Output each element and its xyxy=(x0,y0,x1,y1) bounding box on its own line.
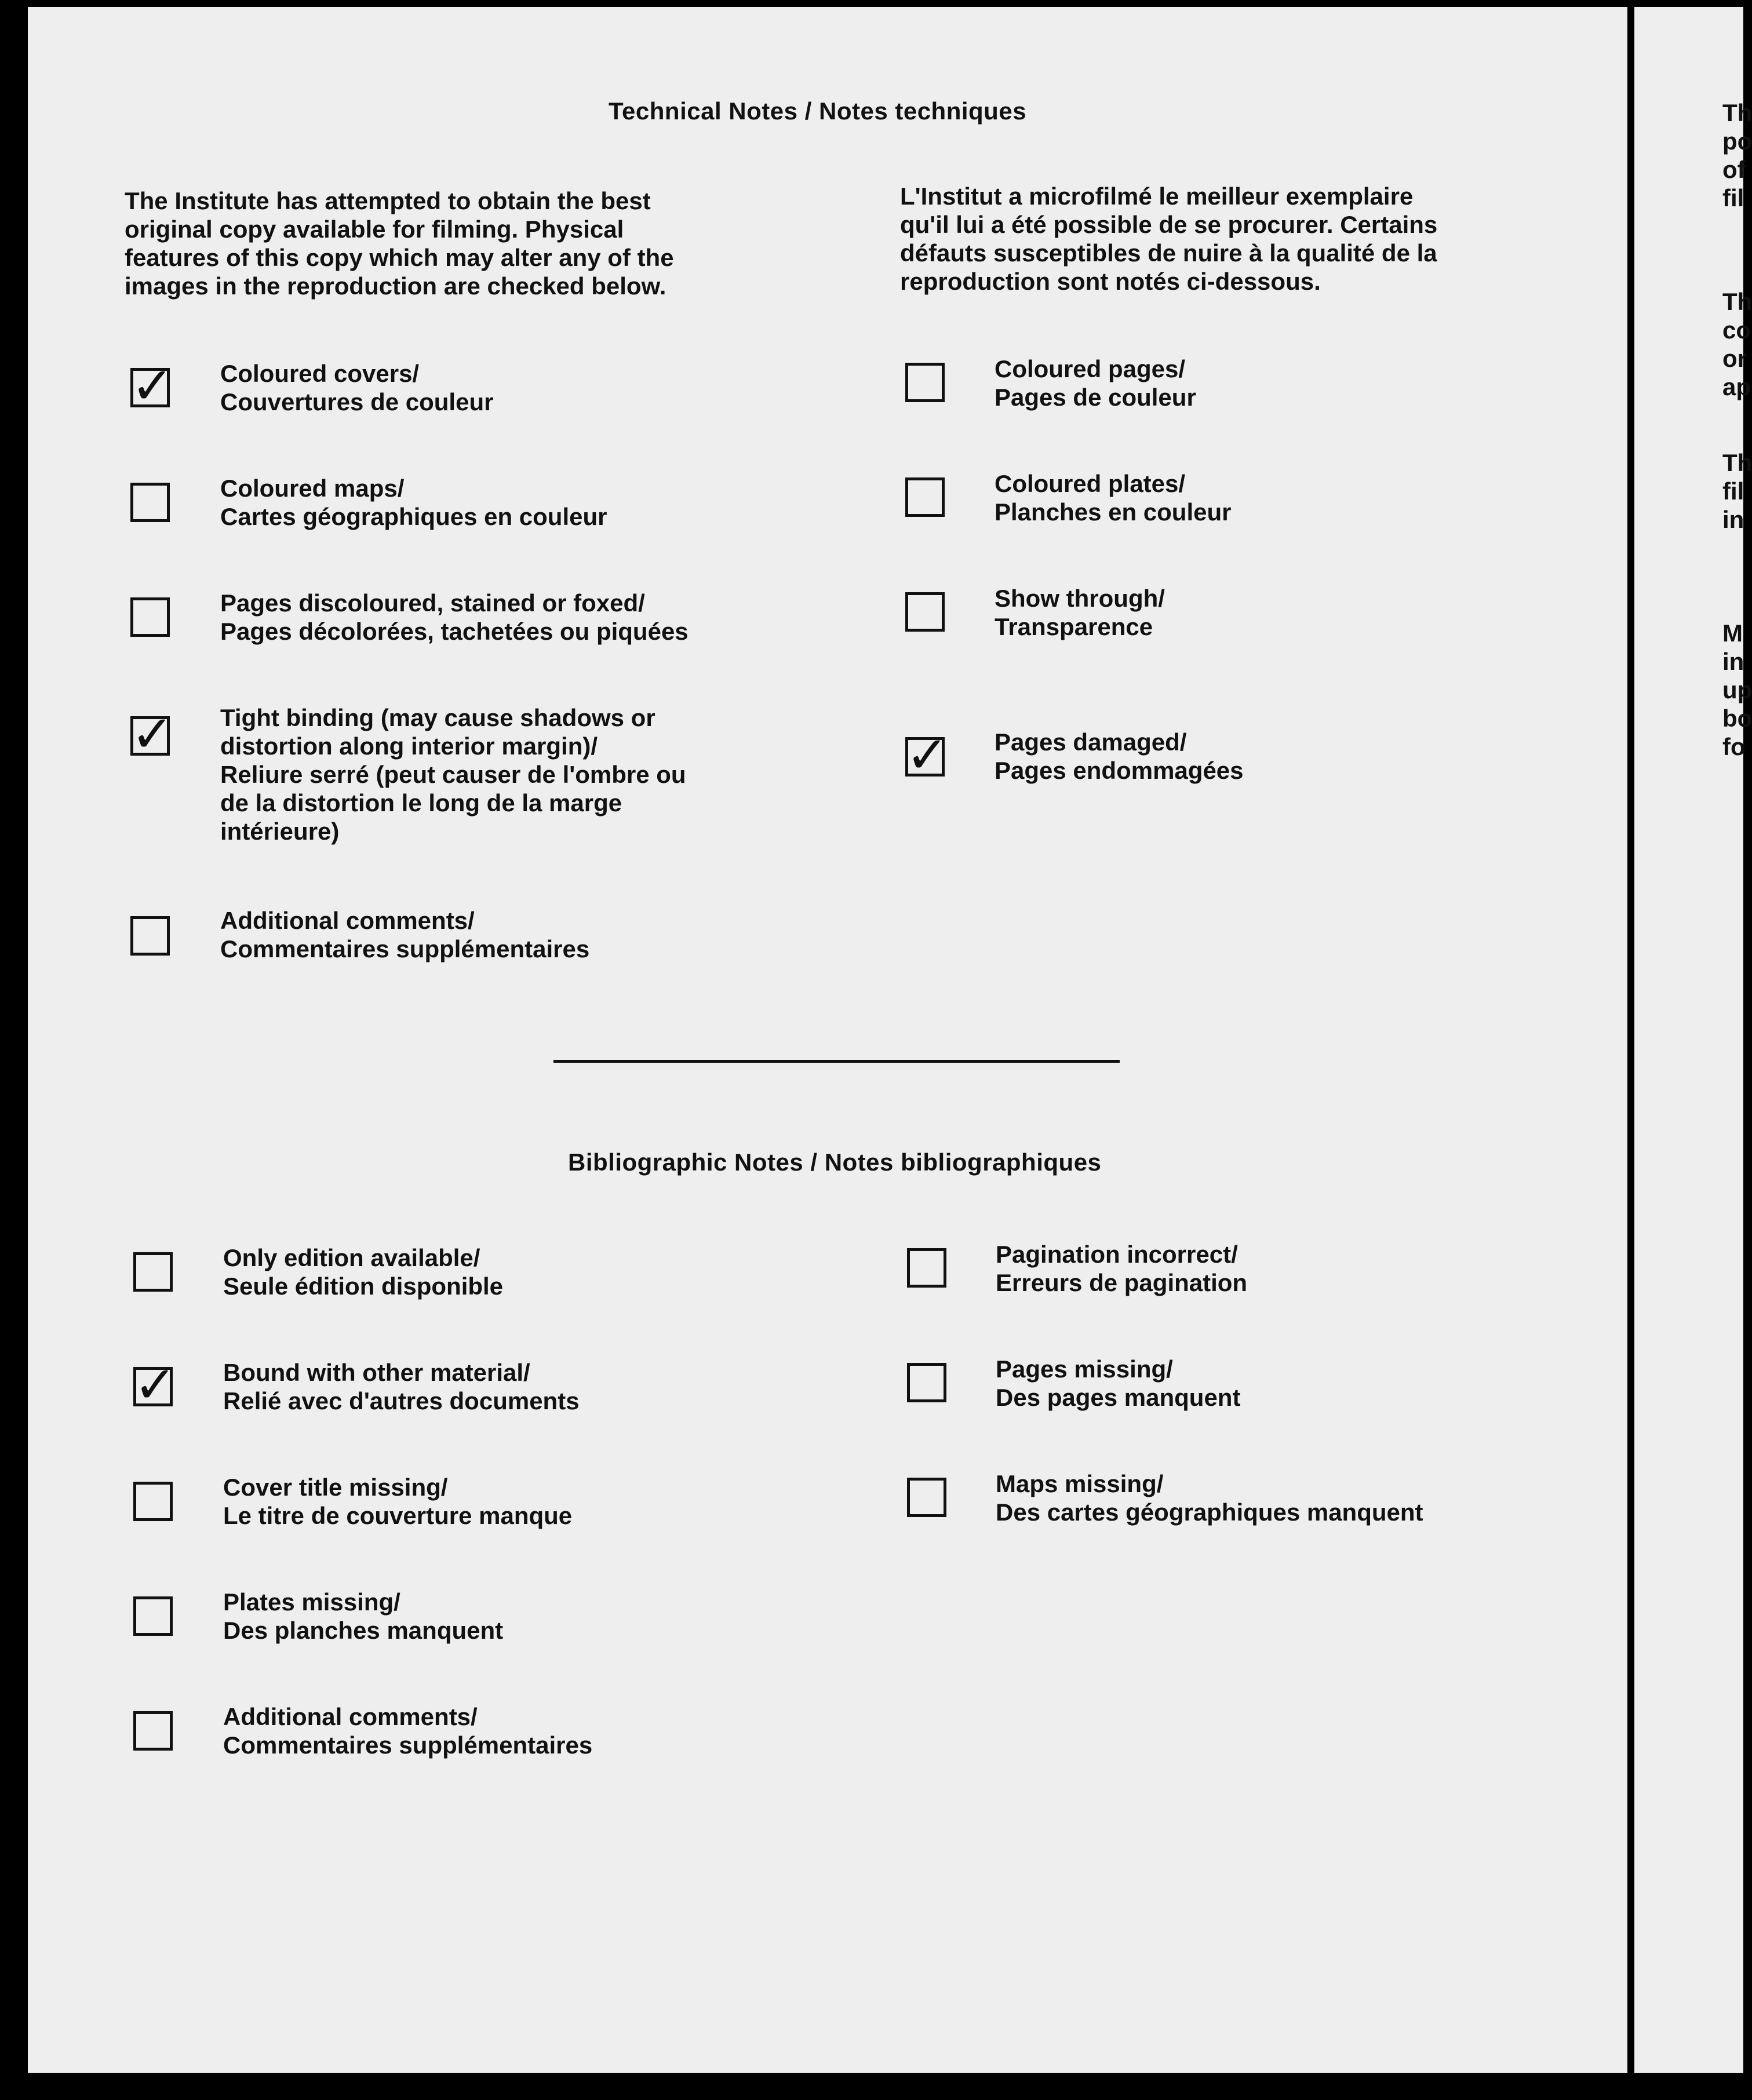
label-coloured-plates xyxy=(995,469,1231,526)
technical-notes-title: Technical Notes / Notes techniques xyxy=(609,97,1027,125)
label-line: Coloured maps/ xyxy=(220,475,405,502)
label-pages-missing xyxy=(996,1355,1240,1412)
scanned-page xyxy=(28,7,1627,2073)
label-line: Additional comments/ xyxy=(220,907,475,934)
intro-french-line: L'Institut a microfilmé le meilleur exemplaire xyxy=(900,183,1414,210)
checkbox-pages-damaged[interactable] xyxy=(905,725,949,785)
label-line: Pages missing/ xyxy=(996,1355,1173,1383)
check-mark-icon: ✓ xyxy=(131,356,174,415)
checkbox-show-through[interactable] xyxy=(905,592,945,632)
adjacent-page-fragment xyxy=(1722,619,1752,761)
intro-english-line: features of this copy which may alter any of the xyxy=(125,244,674,271)
fragment-line: M xyxy=(1722,619,1743,647)
checkbox-bound-with[interactable] xyxy=(133,1355,177,1414)
label-line: Commentaires supplémentaires xyxy=(220,935,590,962)
checkbox-additional-comments-technical[interactable] xyxy=(130,916,170,956)
page-gutter xyxy=(1627,7,1634,2073)
label-line: Le titre de couverture manque xyxy=(223,1502,573,1529)
fragment-line: co xyxy=(1722,316,1751,344)
fragment-line: po xyxy=(1722,127,1752,155)
label-line: Coloured pages/ xyxy=(995,355,1186,382)
label-line: Pagination incorrect/ xyxy=(996,1241,1238,1268)
fragment-line: or xyxy=(1722,345,1747,372)
label-line: Planches en couleur xyxy=(995,498,1232,526)
label-line: Commentaires supplémentaires xyxy=(223,1731,593,1759)
label-line: Pages damaged/ xyxy=(995,728,1187,756)
intro-french-line: défauts susceptibles de nuire à la qualité de la xyxy=(900,239,1437,267)
label-line: Tight binding (may cause shadows or xyxy=(220,704,655,731)
checkbox-additional-comments-bibliographic[interactable] xyxy=(133,1711,173,1751)
fragment-line: Th xyxy=(1722,99,1752,126)
checkbox-pages-discoloured[interactable] xyxy=(130,597,170,637)
label-line: Show through/ xyxy=(995,585,1165,612)
label-show-through xyxy=(995,584,1165,641)
checkbox-coloured-covers[interactable] xyxy=(130,356,174,415)
intro-english xyxy=(125,187,674,300)
label-pages-damaged xyxy=(995,728,1244,785)
label-line: Des planches manquent xyxy=(223,1617,504,1644)
check-mark-icon: ✓ xyxy=(906,725,949,785)
intro-english-line: The Institute has attempted to obtain the best xyxy=(125,187,651,214)
label-line: de la distortion le long de la marge xyxy=(220,789,622,816)
label-coloured-pages xyxy=(995,355,1196,411)
fragment-line: fo xyxy=(1722,733,1746,760)
checkbox-tight-binding[interactable] xyxy=(130,704,174,764)
label-additional-comments-technical xyxy=(220,906,589,963)
label-line: Coloured plates/ xyxy=(995,470,1186,497)
label-line: Bound with other material/ xyxy=(223,1359,530,1386)
intro-french-line: reproduction sont notés ci-dessous. xyxy=(900,268,1321,295)
fragment-line: in xyxy=(1722,648,1744,675)
label-pages-discoloured xyxy=(220,589,689,646)
checkbox-cover-title-missing[interactable] xyxy=(133,1482,173,1521)
label-line: distortion along interior margin)/ xyxy=(220,732,598,760)
label-line: Transparence xyxy=(995,613,1153,640)
intro-french xyxy=(900,182,1437,296)
adjacent-page-fragment xyxy=(1722,99,1752,212)
fragment-line: fil xyxy=(1722,477,1744,505)
checkbox-pages-missing[interactable] xyxy=(907,1363,946,1402)
label-bound-with xyxy=(223,1358,580,1415)
label-tight-binding xyxy=(220,703,686,845)
label-line: intérieure) xyxy=(220,818,340,845)
checkbox-only-edition[interactable] xyxy=(133,1252,173,1292)
bibliographic-notes-title: Bibliographic Notes / Notes bibliographiques xyxy=(568,1149,1102,1176)
label-line: Erreurs de pagination xyxy=(996,1269,1248,1296)
fragment-line: up xyxy=(1722,676,1752,703)
label-only-edition xyxy=(223,1244,503,1300)
label-maps-missing xyxy=(996,1470,1423,1526)
check-mark-icon: ✓ xyxy=(134,1355,177,1414)
label-line: Relié avec d'autres documents xyxy=(223,1387,580,1414)
label-line: Only edition available/ xyxy=(223,1244,480,1271)
label-line: Cover title missing/ xyxy=(223,1474,448,1501)
intro-french-line: qu'il lui a été possible de se procurer. Certains xyxy=(900,211,1438,238)
checkbox-coloured-maps[interactable] xyxy=(130,483,170,522)
label-line: Seule édition disponible xyxy=(223,1273,504,1300)
label-line: Pages endommagées xyxy=(995,757,1244,784)
adjacent-page-fragment xyxy=(1722,287,1752,401)
label-line: Couvertures de couleur xyxy=(220,388,494,415)
fragment-line: ap xyxy=(1722,373,1751,400)
label-line: Reliure serré (peut causer de l'ombre ou xyxy=(220,761,686,788)
fragment-line: in xyxy=(1722,506,1744,533)
checkbox-pagination-incorrect[interactable] xyxy=(907,1248,946,1288)
label-coloured-maps xyxy=(220,474,607,531)
intro-english-line: original copy available for filming. Physical xyxy=(125,216,624,243)
section-divider xyxy=(553,1060,1120,1063)
label-line: Des cartes géographiques manquent xyxy=(996,1499,1423,1526)
check-mark-icon: ✓ xyxy=(131,704,174,764)
label-additional-comments-bibliographic xyxy=(223,1702,592,1759)
fragment-line: of xyxy=(1722,156,1746,183)
checkbox-plates-missing[interactable] xyxy=(133,1596,173,1636)
label-line: Additional comments/ xyxy=(223,1703,478,1730)
label-coloured-covers xyxy=(220,359,493,416)
checkbox-coloured-pages[interactable] xyxy=(905,363,945,402)
label-line: Plates missing/ xyxy=(223,1588,400,1616)
label-line: Maps missing/ xyxy=(996,1470,1164,1497)
label-line: Des pages manquent xyxy=(996,1384,1241,1411)
label-line: Pages décolorées, tachetées ou piquées xyxy=(220,618,689,645)
label-cover-title-missing xyxy=(223,1473,572,1530)
checkbox-maps-missing[interactable] xyxy=(907,1478,946,1517)
checkbox-coloured-plates[interactable] xyxy=(905,477,945,517)
fragment-line: Th xyxy=(1722,449,1752,476)
label-line: Cartes géographiques en couleur xyxy=(220,503,607,530)
label-line: Pages discoloured, stained or foxed/ xyxy=(220,589,645,617)
label-line: Coloured covers/ xyxy=(220,360,420,387)
fragment-line: bo xyxy=(1722,705,1752,732)
label-pagination-incorrect xyxy=(996,1240,1247,1297)
intro-english-line: images in the reproduction are checked below. xyxy=(125,272,666,300)
fragment-line: fil xyxy=(1722,184,1744,212)
adjacent-page-fragment xyxy=(1722,449,1752,534)
label-line: Pages de couleur xyxy=(995,384,1196,411)
label-plates-missing xyxy=(223,1588,503,1645)
fragment-line: Th xyxy=(1722,288,1752,315)
